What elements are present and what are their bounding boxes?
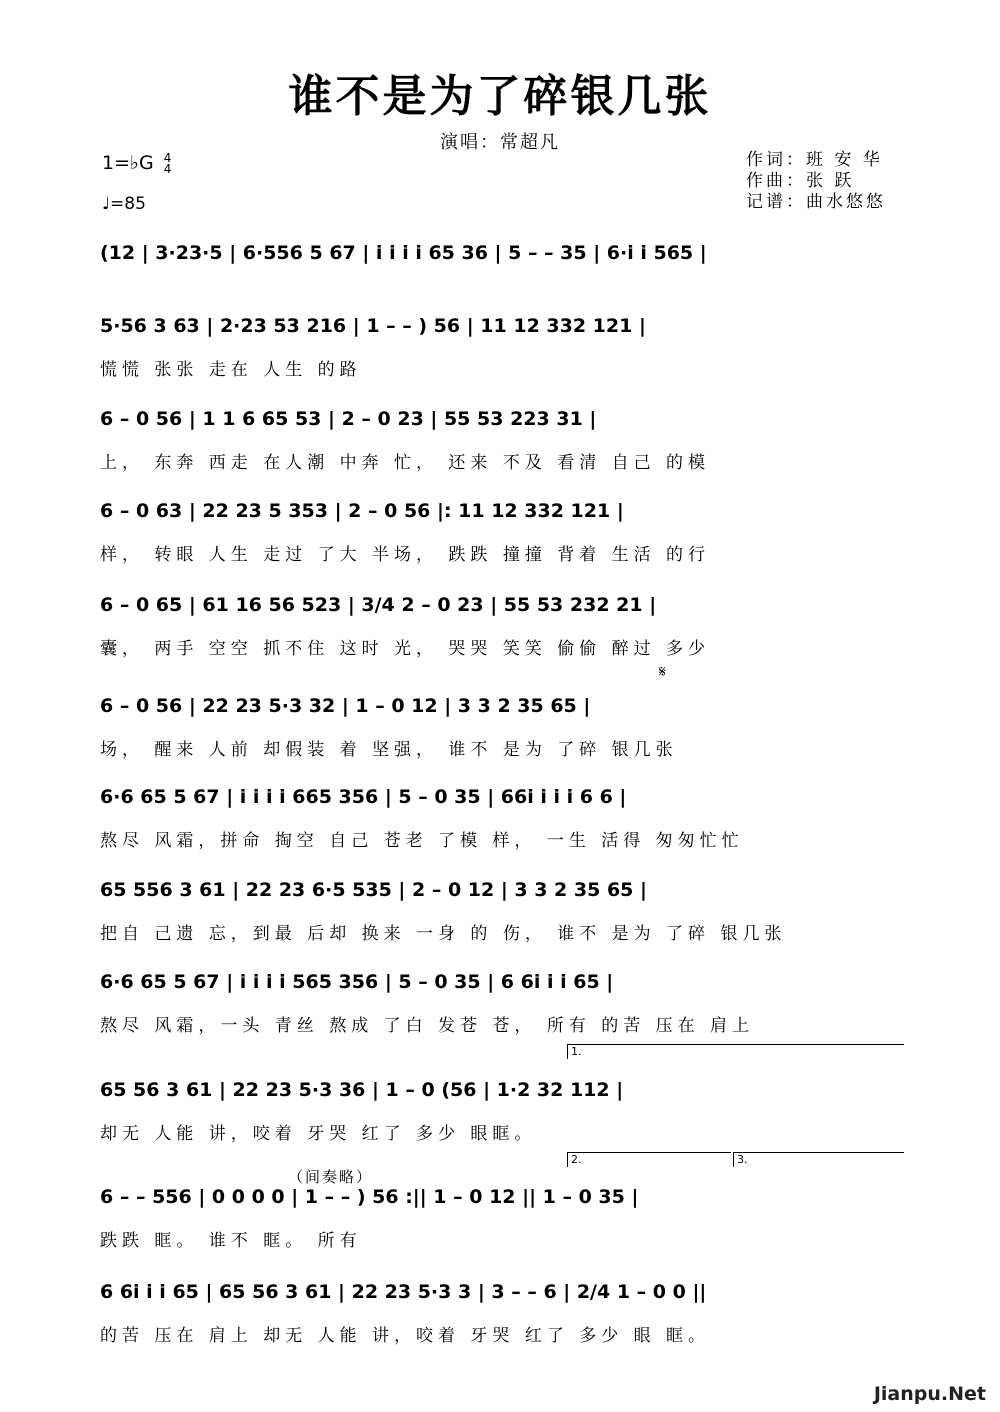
notation-line: 6 – 0 56 | 1 1 6 65 53 | 2 – 0 23 | 55 53 223 31 |	[100, 408, 597, 430]
notation-line: 6 – 0 65 | 61 16 56 523 | 3/4 2 – 0 23 | 55 53 232 21 |	[100, 594, 657, 616]
lyrics-line: 场， 醒来 人前 却假装 着 坚强， 谁不 是为 了碎 银几张	[100, 740, 678, 760]
lyrics-line: 样， 转眼 人生 走过 了大 半场， 跌跌 撞撞 背着 生活 的行	[100, 545, 711, 565]
song-title: 谁不是为了碎银几张	[288, 71, 712, 122]
transcriber-credit: 记谱：曲水悠悠	[746, 192, 886, 212]
time-signature	[163, 150, 172, 176]
lyrics-line: 跌跌 眶。 谁不 眶。 所有	[100, 1231, 362, 1251]
ending-bracket-2: 2.	[567, 1152, 731, 1167]
notation-line: 6·6 65 5 67 | i i i i 665 356 | 5 – 0 35 | 66i i i i 6 6 |	[100, 786, 627, 808]
segno-sign: 𝄋	[659, 662, 666, 681]
lyrics-line: 囊， 两手 空空 抓不住 这时 光， 哭哭 笑笑 偷偷 醉过 多少	[100, 639, 711, 659]
notation-line: (12 | 3·23·5 | 6·556 5 67 | i i i i 65 36 | 5 – – 35 | 6·i i 565 |	[100, 242, 707, 264]
site-watermark: Jianpu.Net	[873, 1383, 986, 1405]
lyrics-line: 上， 东奔 西走 在人潮 中奔 忙， 还来 不及 看清 自己 的模	[100, 453, 711, 473]
notation-line: 5·56 3 63 | 2·23 53 216 | 1 – – ) 56 | 11 12 332 121 |	[100, 315, 646, 337]
lyrics-line: 把自 己遗 忘，到最 后却 换来 一身 的 伤， 谁不 是为 了碎 银几张	[100, 924, 787, 944]
ending-bracket-1: 1.	[567, 1044, 904, 1059]
lyrics-line: 熬尽 风霜，一头 青丝 熬成 了白 发苍 苍， 所有 的苦 压在 肩上	[100, 1016, 755, 1036]
lyrics-line: 熬尽 风霜，拼命 掏空 自己 苍老 了模 样， 一生 活得 匆匆忙忙	[100, 831, 744, 851]
notation-line: 6 – 0 63 | 22 23 5 353 | 2 – 0 56 |: 11 12 332 121 |	[100, 500, 624, 522]
composer-credit: 作曲：张 跃	[746, 171, 855, 191]
notation-line: 6·6 65 5 67 | i i i i 565 356 | 5 – 0 35 | 6 6i i i 65 |	[100, 971, 614, 993]
lyrics-line: 的苦 压在 肩上 却无 人能 讲，咬着 牙哭 红了 多少 眼 眶。	[100, 1326, 711, 1346]
interlude-note: （间奏略）	[288, 1168, 374, 1186]
key-label: 1=♭G	[102, 152, 154, 174]
lyrics-line: 慌慌 张张 走在 人生 的路	[100, 360, 362, 380]
notation-line: 65 56 3 61 | 22 23 5·3 36 | 1 – 0 (56 | 1·2 32 112 |	[100, 1079, 624, 1101]
ending-bracket-3: 3.	[733, 1152, 904, 1167]
notation-line: 65 556 3 61 | 22 23 6·5 535 | 2 – 0 12 | 3 3 2 35 65 |	[100, 879, 647, 901]
notation-line: 6 6i i i 65 | 65 56 3 61 | 22 23 5·3 3 | 3 – – 6 | 2/4 1 – 0 0 ||	[100, 1281, 707, 1303]
lyrics-line: 却无 人能 讲，咬着 牙哭 红了 多少 眼眶。	[100, 1124, 537, 1144]
notation-line: 6 – – 556 | 0 0 0 0 | 1 – – ) 56 :|| 1 – 0 12 || 1 – 0 35 |	[100, 1186, 639, 1208]
credits-block	[746, 150, 886, 213]
key-signature	[102, 152, 171, 175]
time-bottom: 4	[163, 161, 172, 176]
time-top: 4	[163, 150, 172, 165]
singer-credit: 演唱：常超凡	[440, 132, 560, 153]
lyricist-credit: 作词：班 安 华	[746, 150, 883, 170]
tempo-marking: ♩=85	[102, 194, 146, 214]
notation-line: 6 – 0 56 | 22 23 5·3 32 | 1 – 0 12 | 3 3 2 35 65 |	[100, 695, 591, 717]
